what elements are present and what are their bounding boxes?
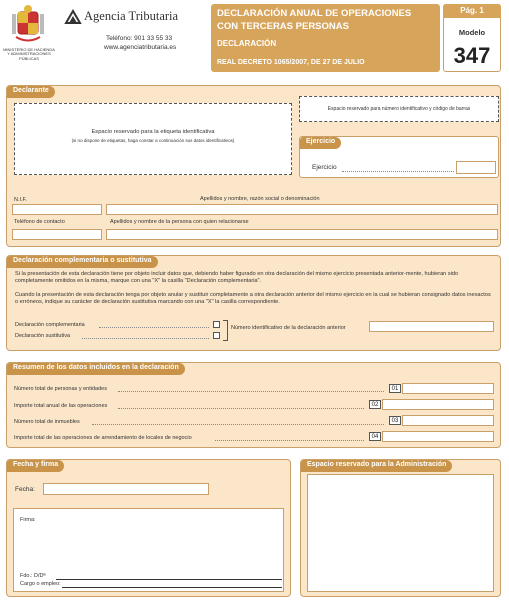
agency-phone: Teléfono: 901 33 55 33 [106,35,173,42]
modelo-number: 347 [453,43,491,68]
previous-id-label: Número identificativo de la declaración anterior [231,325,346,331]
barcode-area [299,96,499,122]
cargo-label: Cargo o empleo: [20,581,61,587]
ejercicio-title: Ejercicio [300,137,341,149]
ejercicio-field[interactable] [456,161,496,174]
complementaria-label: Declaración complementaria [15,322,85,328]
name-field[interactable] [106,204,498,215]
coat-of-arms-icon [8,4,48,48]
resumen-row-4-box: 04 [369,432,381,441]
label-sticker-note: (si no dispone de etiquetas, haga constar a continuación sus datos identificativos) [71,138,235,143]
resumen-row-1-box: 01 [389,384,401,393]
fecha-label: Fecha: [15,486,35,493]
modelo-label: Modelo [458,28,486,37]
fdo-line [56,579,282,580]
declarante-title: Declarante [7,86,55,98]
contact-label: Apellidos y nombre de la persona con quien relacionarse [110,219,249,225]
agency-name: Agencia Tributaria [84,9,179,23]
resumen-row-2-label: Importe total anual de las operaciones [14,403,108,409]
phone-label: Teléfono de contacto [14,219,65,225]
admin-title: Espacio reservado para la Administración [301,460,452,472]
firma-title: Fecha y firma [7,460,64,472]
resumen-row-2-dots [118,408,364,409]
ministry-name: MINISTERIO DE HACIENDA Y ADMINISTRACIONES PÚBLICAS [3,47,55,61]
form-title-line-1: DECLARACIÓN ANUAL DE OPERACIONES [217,8,412,19]
agency-logo-icon [64,9,82,25]
admin-section [300,459,501,597]
resumen-row-1-dots [118,391,384,392]
modelo-box [443,4,501,72]
resumen-row-3-label: Número total de inmuebles [14,419,80,425]
complementaria-paragraph-2: Cuando la presentación de esta declaración tenga por objeto anular y sustituir completamente a otra declaración anterior del mismo ejercicio en la cual se hubieran consignado datos inexactos o erróneos, indique su carácter de declaración sustitutiva marcando con una "X" la casilla correspondiente. [15,292,491,305]
phone-field[interactable] [12,229,102,240]
admin-box [307,474,494,592]
ejercicio-label: Ejercicio [312,164,337,171]
form-title-block [211,4,440,72]
form-title-line-2: CON TERCERAS PERSONAS [217,21,349,32]
decree-reference: REAL DECRETO 1065/2007, DE 27 DE JULIO [217,59,365,66]
contact-field[interactable] [106,229,498,240]
resumen-title: Resumen de los datos incluidos en la declaración [7,363,185,375]
firma-label: Firma: [20,517,36,523]
fecha-field[interactable] [43,483,209,495]
label-sticker-text: Espacio reservado para la etiqueta identificativa [91,129,215,135]
resumen-row-1-label: Número total de personas y entidades [14,386,107,392]
complementaria-title: Declaración complementaria o sustitutiva [7,256,158,268]
nif-field[interactable] [12,204,102,215]
resumen-row-4-field[interactable] [382,431,494,442]
complementaria-checkbox[interactable] [213,321,220,328]
nif-label: N.I.F. [14,197,27,203]
ministry-seal [8,4,48,48]
complementaria-paragraph-1: Si la presentación de esta declaración tiene por objeto incluir datos que, debiendo haber figurado en otra declaración del mismo ejercicio presentada anterior-mente, hubieran sido completamente omitidos en la misma, marque con una "X" la casilla "Declaración complementaria". [15,271,459,284]
sustitutiva-label: Declaración sustitutiva [15,333,71,339]
resumen-row-3-field[interactable] [402,415,494,426]
name-label: Apellidos y nombre, razón social o denominación [200,196,320,202]
resumen-row-3-dots [92,424,384,425]
resumen-row-2-box: 02 [369,400,381,409]
resumen-row-3-box: 03 [389,416,401,425]
label-sticker-area [14,103,292,175]
sustitutiva-checkbox[interactable] [213,332,220,339]
complementaria-dots [99,327,209,328]
complementaria-section [6,255,501,351]
resumen-row-2-field[interactable] [382,399,494,410]
ejercicio-dots [342,171,454,172]
form-subtitle: DECLARACIÓN [217,39,277,48]
checkbox-bracket [223,320,228,341]
fdo-label: Fdo.: D/Dª [20,573,46,579]
barcode-text: Espacio reservado para número identificativo y código de barras [327,106,471,112]
agency-web: www.agenciatributaria.es [104,44,177,51]
resumen-row-4-label: Importe total de las operaciones de arrendamiento de locales de negocio [14,435,192,441]
cargo-line [62,587,282,588]
resumen-row-4-dots [215,440,364,441]
previous-id-field[interactable] [369,321,494,332]
sustitutiva-dots [82,338,209,339]
page-number: Pág. 1 [443,4,501,18]
firma-section [6,459,291,597]
ejercicio-box [299,136,499,178]
resumen-row-1-field[interactable] [402,383,494,394]
signature-box[interactable] [13,508,284,592]
